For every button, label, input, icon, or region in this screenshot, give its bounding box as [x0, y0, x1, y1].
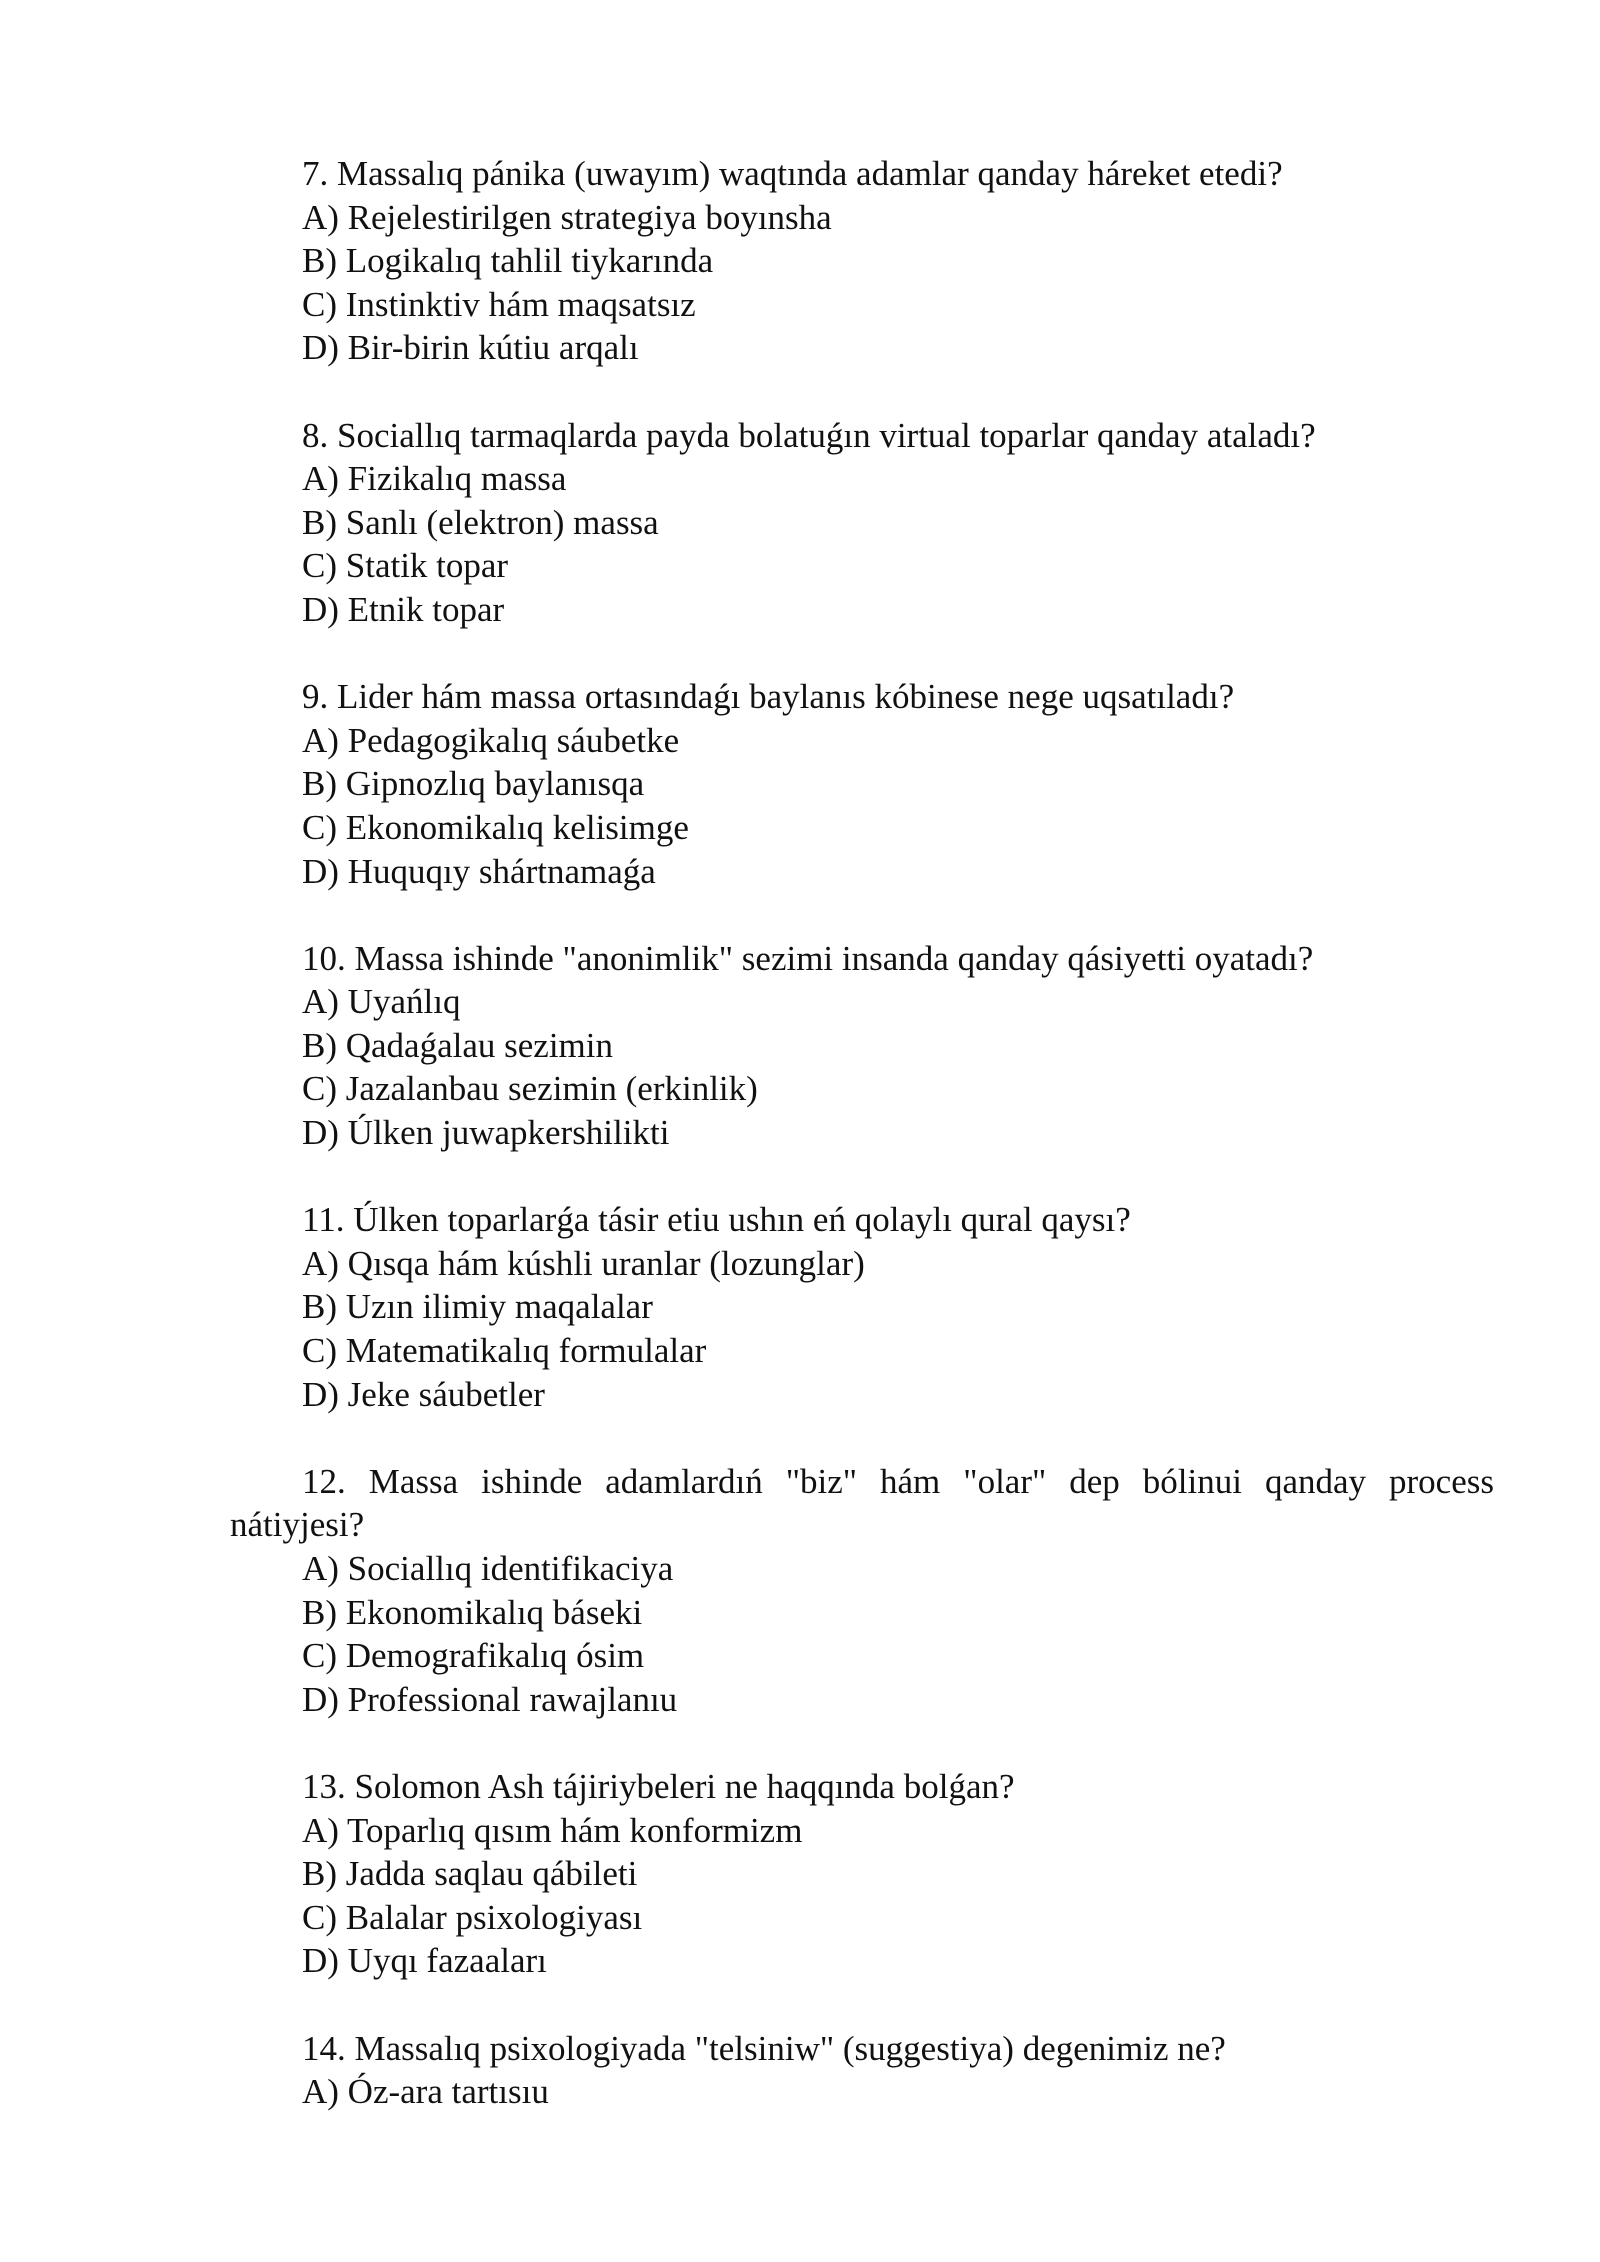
question-8: [230, 414, 1494, 632]
option-d: D) Etnik topar: [302, 589, 505, 629]
option-a: A) Qısqa hám kúshli uranlar (lozunglar): [302, 1243, 865, 1283]
option-b: B) Gipnozlıq baylanısqa: [302, 764, 645, 804]
option-b: B) Sanlı (elektron) massa: [302, 502, 659, 542]
option-a: A) Toparlıq qısım hám konformizm: [302, 1810, 803, 1850]
question-11: [230, 1198, 1494, 1416]
option-a: A) Óz-ara tartısıu: [302, 2072, 549, 2112]
option-d: D) Úlken juwapkershilikti: [302, 1113, 670, 1153]
option-d: D) Uyqı fazaaları: [302, 1941, 547, 1981]
option-b: B) Logikalıq tahlil tiykarında: [302, 241, 714, 281]
option-a: A) Fizikalıq massa: [302, 459, 567, 499]
option-b: B) Qadaǵalau sezimin: [302, 1025, 614, 1065]
option-c: C) Statik topar: [302, 546, 509, 586]
option-c: C) Instinktiv hám maqsatsız: [302, 284, 696, 324]
option-a: A) Pedagogikalıq sáubetke: [302, 720, 680, 760]
question-text: 12. Massa ishinde adamlardıń "biz" hám "olar" dep bólinui qanday process nátiyjesi?: [230, 1461, 1494, 1545]
option-c: C) Matematikalıq formulalar: [302, 1331, 707, 1371]
question-text: 10. Massa ishinde "anonimlik" sezimi insanda qanday qásiyetti oyatadı?: [302, 938, 1314, 978]
option-c: C) Demografikalıq ósim: [302, 1636, 645, 1676]
option-c: C) Ekonomikalıq kelisimge: [302, 807, 689, 847]
option-d: D) Jeke sáubetler: [302, 1374, 545, 1414]
option-d: D) Bir-birin kútiu arqalı: [302, 328, 639, 368]
question-text: 13. Solomon Ash tájiriybeleri ne haqqında bolǵan?: [302, 1766, 1015, 1806]
question-14: [230, 2027, 1494, 2114]
question-text: 7. Massalıq pánika (uwayım) waqtında adamlar qanday háreket etedi?: [302, 154, 1283, 193]
option-c: C) Jazalanbau sezimin (erkinlik): [302, 1069, 758, 1109]
question-text: 14. Massalıq psixologiyada "telsiniw" (suggestiya) degenimiz ne?: [302, 2028, 1226, 2068]
option-b: B) Ekonomikalıq báseki: [302, 1592, 643, 1632]
question-text: 8. Sociallıq tarmaqlarda payda bolatuǵın virtual toparlar qanday ataladı?: [302, 415, 1316, 455]
question-9: [230, 675, 1494, 893]
option-d: D) Huquqıy shártnamaǵa: [302, 851, 656, 891]
question-list: [230, 152, 1494, 2157]
question-text: 9. Lider hám massa ortasındaǵı baylanıs kóbinese nege uqsatıladı?: [302, 677, 1235, 717]
option-a: A) Rejelestirilgen strategiya boyınsha: [302, 197, 832, 237]
option-a: A) Uyańlıq: [302, 982, 461, 1022]
option-d: D) Professional rawajlanıu: [302, 1679, 678, 1719]
option-a: A) Sociallıq identifikaciya: [302, 1549, 674, 1588]
option-c: C) Balalar psixologiyası: [302, 1897, 643, 1937]
question-7: [230, 152, 1494, 370]
question-10: [230, 937, 1494, 1155]
question-text: 11. Úlken toparlarǵa tásir etiu ushın eń qolaylı qural qaysı?: [302, 1200, 1131, 1240]
question-13: [230, 1765, 1494, 1983]
question-12: [230, 1460, 1494, 1722]
option-b: B) Uzın ilimiy maqalalar: [302, 1287, 653, 1327]
option-b: B) Jadda saqlau qábileti: [302, 1854, 638, 1894]
